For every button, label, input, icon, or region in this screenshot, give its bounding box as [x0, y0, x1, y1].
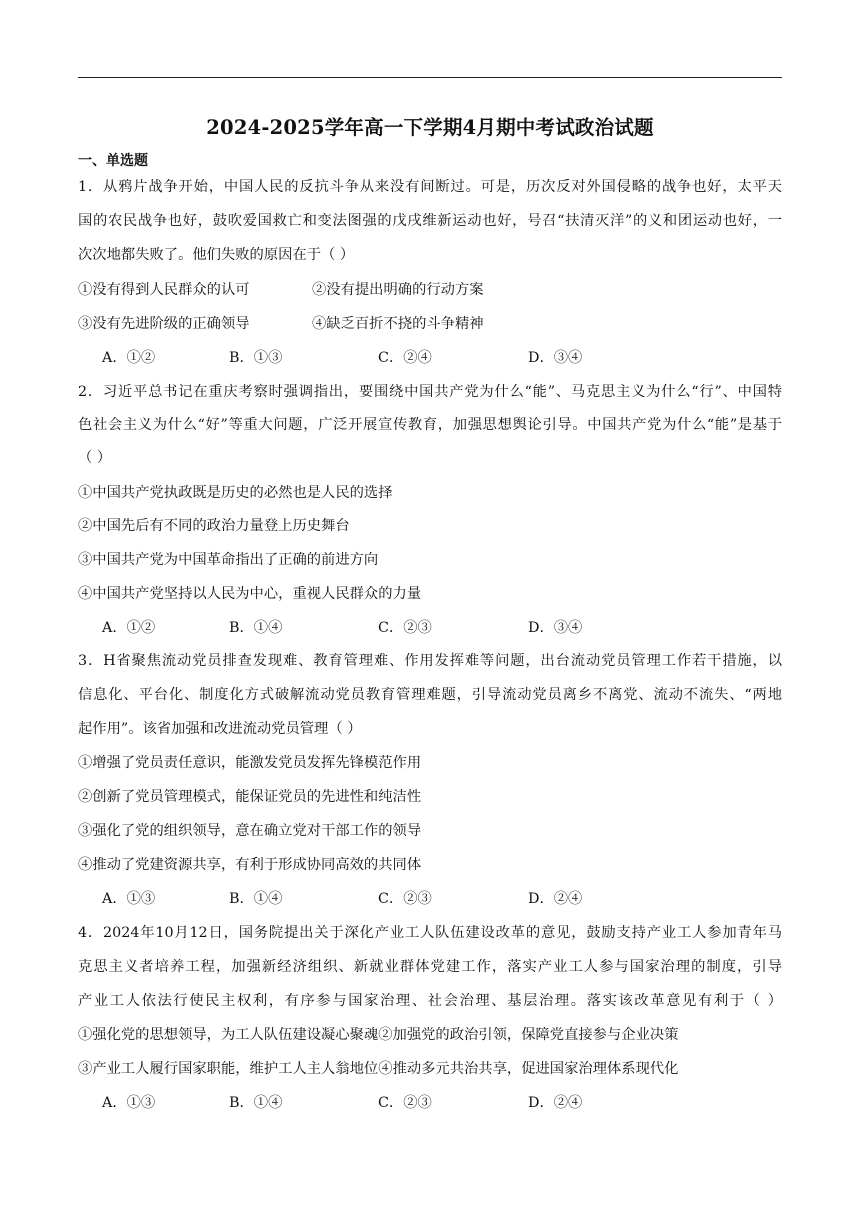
option-c: C．②④ — [378, 350, 432, 366]
option-a: A．①③ — [102, 891, 156, 907]
statement-2: ②创新了党员管理模式，能保证党员的先进性和纯洁性 — [78, 789, 422, 805]
statement-3: ③强化了党的组织领导，意在确立党对干部工作的领导 — [78, 823, 422, 839]
option-d: D．②④ — [528, 891, 583, 907]
question-stem-line: 起作用”。该省加强和改进流动党员管理（ ） — [78, 721, 362, 737]
option-b: B．①④ — [229, 1095, 283, 1111]
question-stem-line: 色社会主义为什么“好”等重大问题，广泛开展宣传教育，加强思想舆论引导。中国共产党为什么“能”是基于 — [78, 417, 782, 433]
option-d: D．③④ — [528, 350, 583, 366]
statement-1: ①增强了党员责任意识，能激发党员发挥先锋模范作用 — [78, 755, 422, 771]
question-stem-line: 国的农民战争也好，鼓吹爱国救亡和变法图强的戊戌维新运动也好，号召“扶清灭洋”的义和团运动也好，一 — [78, 213, 782, 229]
question-stem-line: 3．H省聚焦流动党员排查发现难、教育管理难、作用发挥难等问题，出台流动党员管理工作若干措施，以 — [78, 653, 782, 669]
statement-4: ④缺乏百折不挠的斗争精神 — [312, 316, 484, 332]
question-stem-line: 信息化、平台化、制度化方式破解流动党员教育管理难题，引导流动党员离乡不离党、流动不流失、“两地 — [78, 687, 782, 703]
question-stem-line: 克思主义者培养工程，加强新经济组织、新就业群体党建工作，落实产业工人参与国家治理的制度，引导 — [78, 959, 782, 975]
option-c: C．②③ — [378, 1095, 432, 1111]
question-stem-line: 产业工人依法行使民主权利，有序参与国家治理、社会治理、基层治理。落实该改革意见有利于（ ） — [78, 993, 782, 1009]
section-heading: 一、单选题 — [78, 153, 148, 169]
statement-1: ①没有得到人民群众的认可 — [78, 282, 250, 298]
option-d: D．②④ — [528, 1095, 583, 1111]
statement-3-4: ③产业工人履行国家职能，维护工人主人翁地位④推动多元共治共享，促进国家治理体系现代化 — [78, 1061, 679, 1077]
option-b: B．①④ — [229, 891, 283, 907]
option-a: A．①② — [102, 620, 156, 636]
option-b: B．①③ — [229, 350, 283, 366]
question-stem-line: 4．2024年10月12日，国务院提出关于深化产业工人队伍建设改革的意见，鼓励支持产业工人参加青年马 — [78, 925, 782, 941]
question-stem-line: 次次地都失败了。他们失败的原因在于（ ） — [78, 247, 355, 263]
statement-1: ①中国共产党执政既是历史的必然也是人民的选择 — [78, 485, 393, 501]
statement-4: ④推动了党建资源共享，有利于形成协同高效的共同体 — [78, 857, 422, 873]
option-b: B．①④ — [229, 620, 283, 636]
statement-4: ④中国共产党坚持以人民为中心，重视人民群众的力量 — [78, 586, 422, 602]
question-stem-line: （ ） — [78, 450, 112, 466]
statement-2: ②没有提出明确的行动方案 — [312, 282, 484, 298]
option-c: C．②③ — [378, 620, 432, 636]
header-rule — [78, 77, 782, 78]
statement-3: ③中国共产党为中国革命指出了正确的前进方向 — [78, 552, 379, 568]
option-a: A．①② — [102, 350, 156, 366]
option-a: A．①③ — [102, 1095, 156, 1111]
statement-1-2: ①强化党的思想领导，为工人队伍建设凝心聚魂②加强党的政治引领，保障党直接参与企业决策 — [78, 1027, 679, 1043]
question-stem-line: 2．习近平总书记在重庆考察时强调指出，要围绕中国共产党为什么“能”、马克思主义为什么“行”、中国特 — [78, 384, 782, 400]
option-d: D．③④ — [528, 620, 583, 636]
statement-2: ②中国先后有不同的政治力量登上历史舞台 — [78, 518, 350, 534]
question-stem-line: 1．从鸦片战争开始，中国人民的反抗斗争从来没有间断过。可是，历次反对外国侵略的战争也好，太平天 — [78, 179, 782, 195]
page-title: 2024-2025学年高一下学期4月期中考试政治试题 — [206, 116, 654, 139]
option-c: C．②③ — [378, 891, 432, 907]
statement-3: ③没有先进阶级的正确领导 — [78, 316, 250, 332]
